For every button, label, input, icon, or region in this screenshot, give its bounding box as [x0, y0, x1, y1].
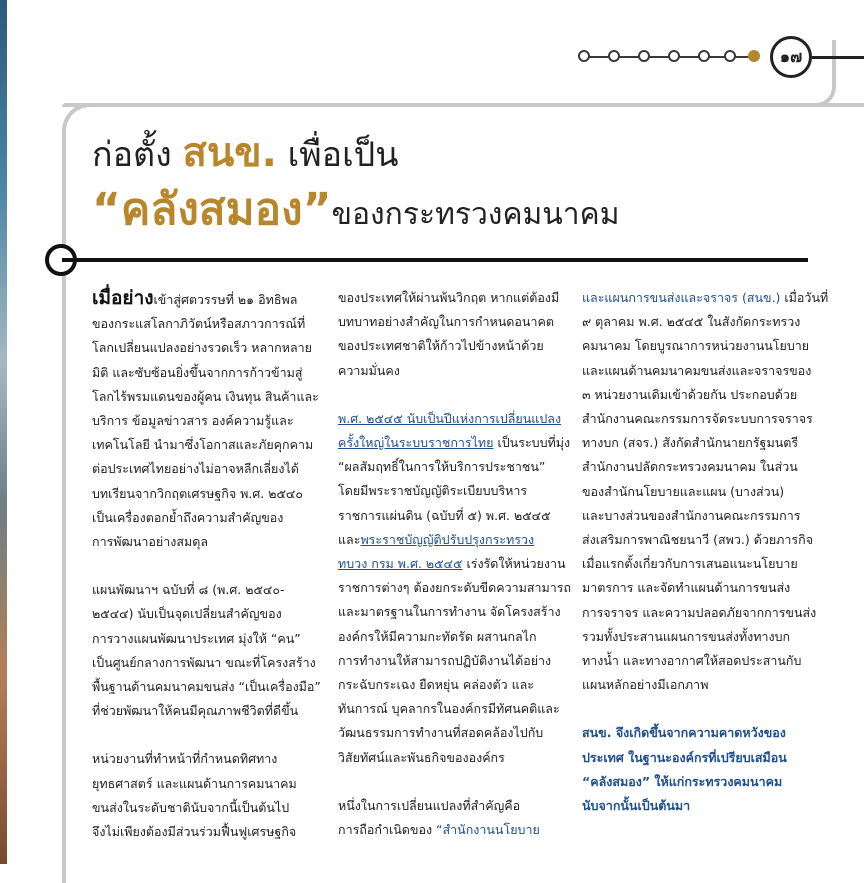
article-headline — [92, 128, 812, 245]
progress-dot — [638, 50, 650, 62]
page-number: ๑๗ — [770, 36, 812, 78]
page-number-line — [812, 56, 864, 59]
highlight-text: ครั้งใหญ่ในระบบราชการไทย — [338, 435, 494, 451]
paragraph: พ.ศ. ๒๕๔๕ นับเป็นปีแห่งการเปลี่ยนแปลง ครั้งใหญ่ในระบบราชการไทย เป็นระบบที่มุ่ง “ผลสัมฤทธิ์ในการให้บริการประชาชน” โดยมีพระราชบัญญัติระเบียบบริหาร ราชการแผ่นดิน (ฉบับที่ ๕) พ.ศ. ๒๕๔๕ และพระราชบัญญัติปรับปรุงกระทรวง ทบวง กรม พ.ศ. ๒๕๔๕ เร่งรัดให้หน่วยงาน ราชการต่างๆ ต้องยกระดับขีดความสามารถ และมาตรฐานในการทำงาน จัดโครงสร้าง องค์กรให้มีความกะทัดรัด ผสานกลไก การทำงานให้สามารถปฏิบัติงานได้อย่าง กระฉับกระเฉง ยืดหยุ่น คล่องตัว และ ทันการณ์ บุคลากรในองค์กรมีทัศนคติและ วัฒนธรรมการทำงานที่สอดคล้องไปกับ วิสัยทัศน์และพันธกิจขององค์กร — [338, 407, 570, 770]
paragraph: หนึ่งในการเปลี่ยนแปลงที่สำคัญคือ การถือกำเนิดของ “สำนักงานนโยบาย — [338, 797, 540, 838]
page-progress-dots — [578, 46, 778, 68]
page-frame-border — [62, 103, 90, 883]
headline-accent-brain-trust: “คลังสมอง” — [92, 184, 332, 235]
highlight-text: และแผนการขนส่งและจราจร (สนข.) — [582, 290, 781, 305]
paragraph: เมื่อย่างเข้าสู่ศตวรรษที่ ๒๑ อิทธิพล ของกระแสโลกาภิวัตน์หรือสภาวการณ์ที่ โลกเปลี่ยนแปลงอย่างรวดเร็ว หลากหลาย มิติ และซับซ้อนยิ่งขึ้นจากการก้าวข้ามสู่ โลกไร้พรมแดนของผู้คน เงินทุน สินค้าและ บริการ ข้อมูลข่าวสาร องค์ความรู้และ เทคโนโลยี นำมาซึ่งโอกาสและภัยคุกคาม ต่อประเทศไทยอย่างไม่อาจหลีกเลี่ยงได้ บทเรียนจากวิกฤตเศรษฐกิจ พ.ศ. ๒๕๔๐ เป็นเครื่องตอกย้ำถึงความสำคัญของ การพัฒนาอย่างสมดุล — [92, 287, 319, 550]
left-edge-photo-strip — [0, 0, 7, 864]
progress-dot — [724, 50, 736, 62]
article-column-1 — [92, 286, 324, 868]
drop-lead-word: เมื่อย่าง — [92, 287, 154, 309]
headline-accent-onep: สนข. — [182, 130, 277, 176]
progress-dot — [698, 50, 710, 62]
highlight-text: ทบวง กรม พ.ศ. ๒๕๔๕ — [338, 556, 463, 572]
paragraph: ของประเทศให้ผ่านพ้นวิกฤต หากแต่ต้องมี บทบาทอย่างสำคัญในการกำหนดอนาคต ของประเทศชาติให้ก้าวไปข้างหน้าด้วย ความมั่นคง — [338, 290, 560, 378]
progress-dot-current — [748, 50, 760, 62]
paragraph: แผนพัฒนาฯ ฉบับที่ ๘ (พ.ศ. ๒๕๔๐- ๒๕๔๔) นับเป็นจุดเปลี่ยนสำคัญของ การวางแผนพัฒนาประเทศ มุ่งให้ “คน” เป็นศูนย์กลางการพัฒนา ขณะที่โครงสร้าง พื้นฐานด้านคมนาคมขนส่ง “เป็นเครื่องมือ” ที่ช่วยพัฒนาให้คนมีคุณภาพชีวิตที่ดีขึ้น — [92, 582, 321, 719]
highlight-text: พ.ศ. ๒๕๔๕ นับเป็นปีแห่งการเปลี่ยนแปลง — [338, 410, 562, 426]
article-column-3 — [582, 286, 829, 842]
article-column-2 — [338, 286, 570, 866]
progress-dot — [668, 50, 680, 62]
progress-dot — [578, 50, 590, 62]
highlight-text: “สำนักงานนโยบาย — [436, 822, 540, 838]
paragraph: และแผนการขนส่งและจราจร (สนข.) เมื่อวันที่ ๙ ตุลาคม พ.ศ. ๒๕๔๕ ในสังกัดกระทรวง คมนาคม โดยบูรณาการหน่วยงานนโยบาย และแผนด้านคมนาคมขนส่งและจราจรของ ๓ หน่วยงานเดิมเข้าด้วยกัน ประกอบด้วย สำนักงานคณะกรรมการจัดระบบการจราจร ทางบก (สจร.) สังกัดสำนักนายกรัฐมนตรี สำนักงานปลัดกระทรวงคมนาคม ในส่วน ของสำนักนโยบายและแผน (บางส่วน) และบางส่วนของสำนักงานคณะกรรมการ ส่งเสริมการพาณิชยนาวี (สพว.) ด้วยภารกิจ เมื่อแรกตั้งเกี่ยวกับการเสนอแนะนโยบาย มาตรการ และจัดทำแผนด้านการขนส่ง การจราจร และความปลอดภัยจากการขนส่ง รวมทั้งประสานแผนการขนส่งทั้งทางบก ทางน้ำ และทางอากาศให้สอดประสานกับ แผนหลักอย่างมีเอกภาพ — [582, 290, 829, 693]
headline-rule — [62, 258, 808, 262]
highlight-text: พระราชบัญญัติปรับปรุงกระทรวง — [360, 531, 535, 547]
paragraph: หน่วยงานที่ทำหน้าที่กำหนดทิศทาง ยุทธศาสตร์ และแผนด้านการคมนาคม ขนส่งในระดับชาตินับจากนี้เป็นต้นไป จึงไม่เพียงต้องมีส่วนร่วมฟื้นฟูเศรษฐกิจ — [92, 751, 297, 840]
progress-dot — [608, 50, 620, 62]
closing-highlight-paragraph: สนข. จึงเกิดขึ้นจากความคาดหวังของ ประเทศ ในฐานะองค์กรที่เปรียบเสมือน “คลังสมอง” ให้แก่กระทรวงคมนาคม นับจากนั้นเป็นต้นมา — [582, 725, 787, 814]
headline-line-1: ก่อตั้ง สนข. เพื่อเป็น — [92, 130, 399, 176]
headline-line-2: “คลังสมอง”ของกระทรวงคมนาคม — [92, 184, 620, 235]
page-frame-top-border — [62, 103, 864, 107]
